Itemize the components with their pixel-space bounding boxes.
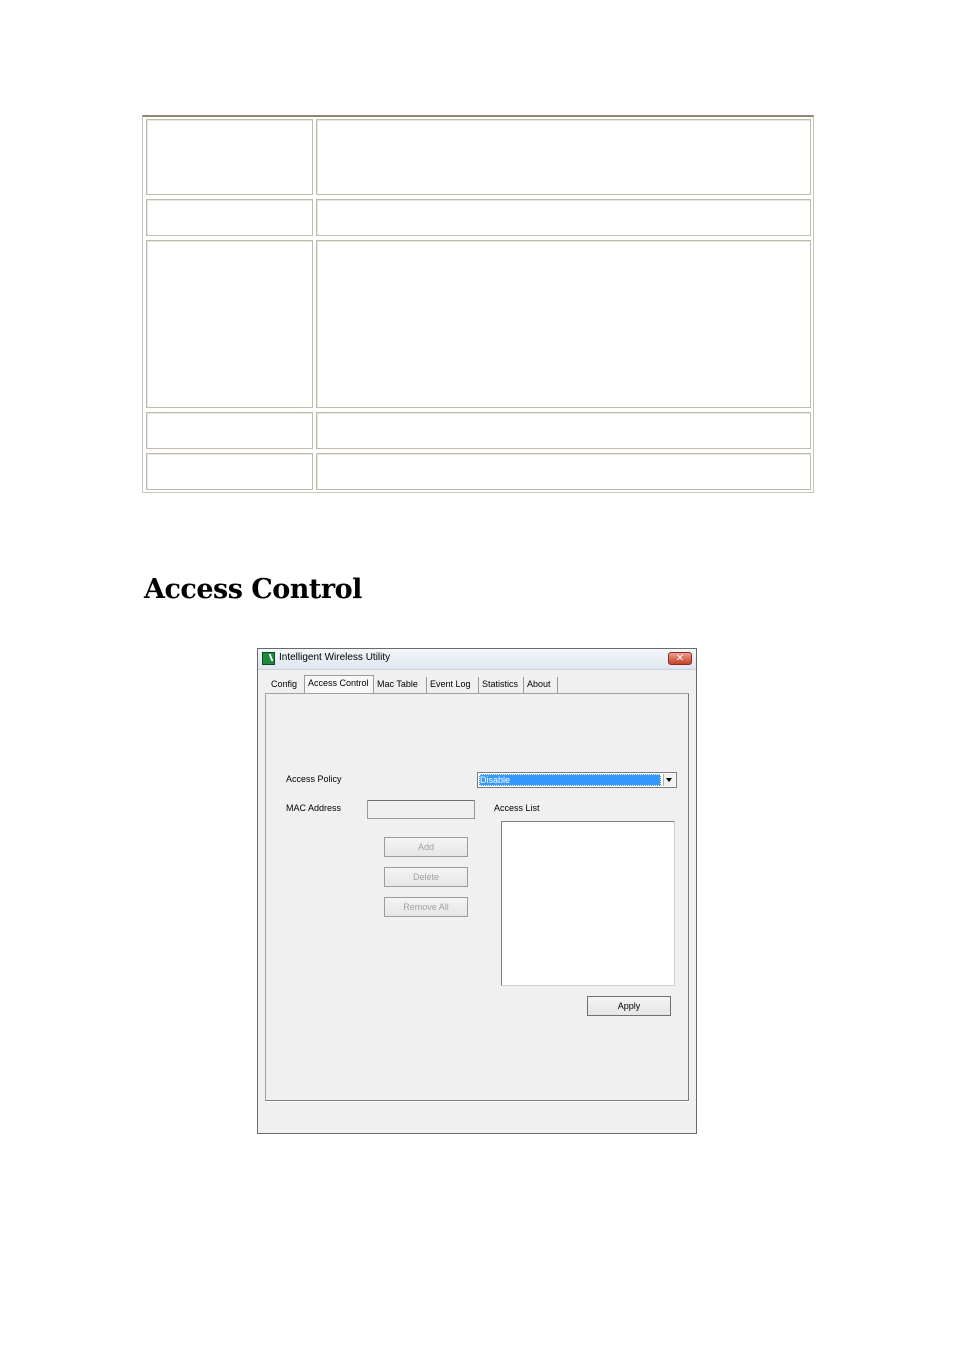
access-policy-select[interactable] — [477, 772, 677, 788]
table-cell — [146, 199, 313, 236]
table-cell — [146, 240, 313, 408]
mac-address-input[interactable] — [367, 800, 475, 819]
remove-all-button[interactable]: Remove All — [384, 897, 468, 917]
tab-event-log[interactable]: Event Log — [427, 677, 479, 693]
table-cell — [316, 453, 811, 490]
table-cell — [146, 412, 313, 449]
tab-statistics[interactable]: Statistics — [479, 677, 524, 693]
access-control-panel — [265, 693, 689, 1101]
mac-address-label: MAC Address — [286, 803, 342, 813]
access-list-box[interactable] — [501, 821, 675, 986]
table-cell — [316, 412, 811, 449]
section-heading: Access Control — [144, 574, 362, 605]
close-button[interactable]: ✕ — [668, 652, 692, 665]
status-bar — [265, 1101, 689, 1102]
apply-button[interactable]: Apply — [587, 996, 671, 1016]
access-list-label: Access List — [494, 803, 540, 813]
table-cell — [146, 119, 313, 195]
document-table — [142, 115, 814, 493]
access-policy-value: Disable — [479, 774, 661, 786]
title-bar[interactable] — [258, 649, 696, 670]
window-title: Intelligent Wireless Utility — [279, 652, 391, 663]
chevron-down-icon[interactable] — [663, 774, 675, 786]
access-policy-label: Access Policy — [286, 774, 342, 784]
table-cell — [316, 199, 811, 236]
tab-about[interactable]: About — [524, 677, 558, 693]
table-cell — [316, 240, 811, 408]
app-window — [257, 648, 697, 1134]
tab-access-control[interactable]: Access Control — [304, 675, 374, 693]
delete-button[interactable]: Delete — [384, 867, 468, 887]
table-cell — [316, 119, 811, 195]
tab-config[interactable]: Config — [268, 677, 306, 693]
add-button[interactable]: Add — [384, 837, 468, 857]
table-cell — [146, 453, 313, 490]
tab-mac-table[interactable]: Mac Table — [374, 677, 427, 693]
app-icon — [262, 652, 275, 665]
